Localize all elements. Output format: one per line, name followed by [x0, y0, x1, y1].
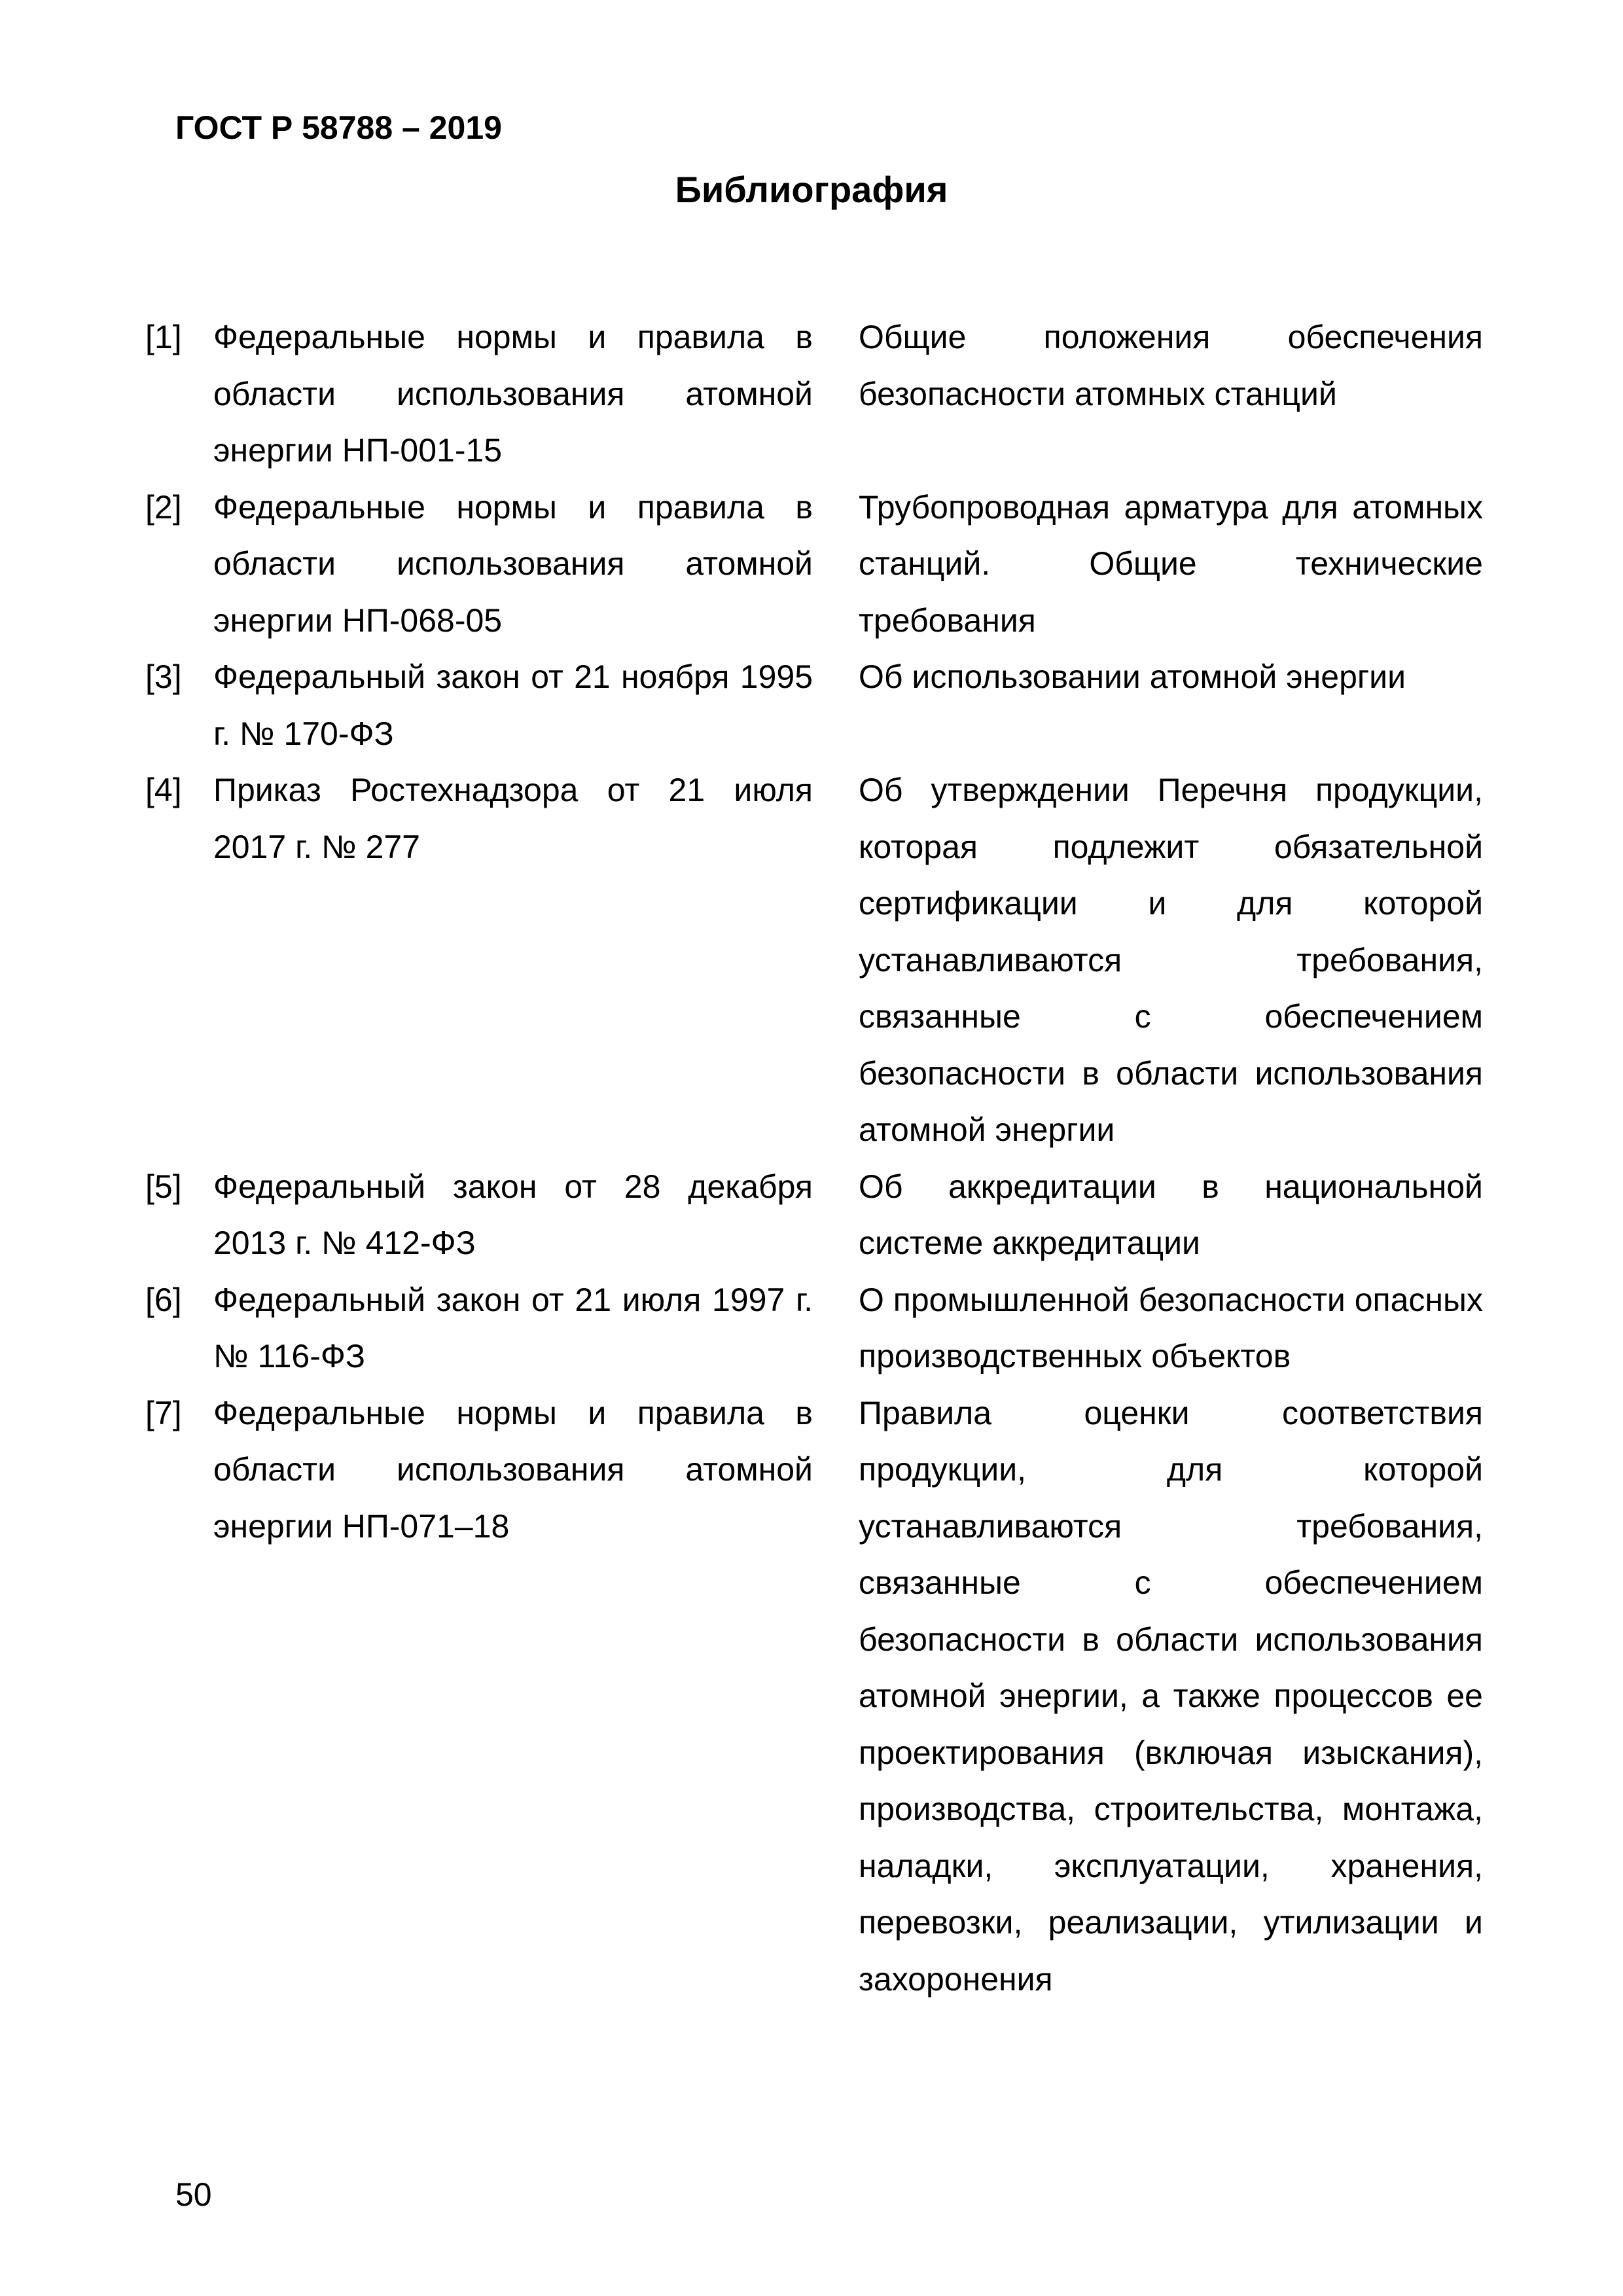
entry-number: [6]	[145, 1281, 182, 1318]
entry-source: Федеральный закон от 28 декабря 2013 г. № 412-ФЗ	[213, 1168, 813, 1261]
entry-title: Об использовании атомной энергии	[859, 658, 1406, 695]
entry-title: Об утверждении Перечня продукции, которая подлежит обязательной сертификации и для которой устанавливаются требования, связанные с обеспечением безопасности в области использования атомной энергии	[859, 772, 1483, 1148]
entry-number: [3]	[145, 658, 182, 695]
entry-source: Федеральные нормы и правила в области использования атомной энергии НП-071–18	[213, 1394, 813, 1545]
document-header: ГОСТ Р 58788 – 2019	[175, 109, 502, 146]
entry-number: [2]	[145, 488, 182, 526]
bibliography-entry-3	[145, 649, 1493, 762]
bibliography-entry-7	[145, 1385, 1493, 2008]
bibliography-entry-4	[145, 762, 1493, 1158]
entry-title: Об аккредитации в национальной системе аккредитации	[859, 1168, 1483, 1261]
bibliography-entry-6	[145, 1272, 1493, 1385]
bibliography-list	[145, 309, 1493, 2007]
page-number: 50	[175, 2176, 212, 2213]
entry-source: Приказ Ростехнадзора от 21 июля 2017 г. № 277	[213, 772, 813, 865]
bibliography-entry-1	[145, 309, 1493, 479]
entry-title: О промышленной безопасности опасных производственных объектов	[859, 1281, 1483, 1374]
entry-number: [7]	[145, 1394, 182, 1431]
entry-title: Общие положения обеспечения безопасности атомных станций	[859, 319, 1483, 412]
entry-title: Трубопроводная арматура для атомных станций. Общие технические требования	[859, 488, 1483, 639]
entry-source: Федеральные нормы и правила в области использования атомной энергии НП-001-15	[213, 319, 813, 469]
entry-source: Федеральный закон от 21 июля 1997 г. № 116-ФЗ	[213, 1281, 813, 1374]
bibliography-entry-2	[145, 479, 1493, 649]
page-title: Библиография	[675, 169, 948, 210]
entry-number: [1]	[145, 319, 182, 355]
bibliography-entry-5	[145, 1158, 1493, 1272]
entry-source: Федеральные нормы и правила в области использования атомной энергии НП-068-05	[213, 488, 813, 639]
entry-number: [4]	[145, 772, 182, 808]
entry-number: [5]	[145, 1168, 182, 1205]
entry-title: Правила оценки соответствия продукции, для которой устанавливаются требования, связанные с обеспечением безопасности в области использования атомной энергии, а также процессов ее проектирования (включая изыскания), производства, строительства, монтажа, наладки, эксплуатации, хранения, перевозки, реализации, утилизации и захоронения	[859, 1394, 1483, 1998]
entry-source: Федеральный закон от 21 ноября 1995 г. № 170-ФЗ	[213, 658, 813, 752]
